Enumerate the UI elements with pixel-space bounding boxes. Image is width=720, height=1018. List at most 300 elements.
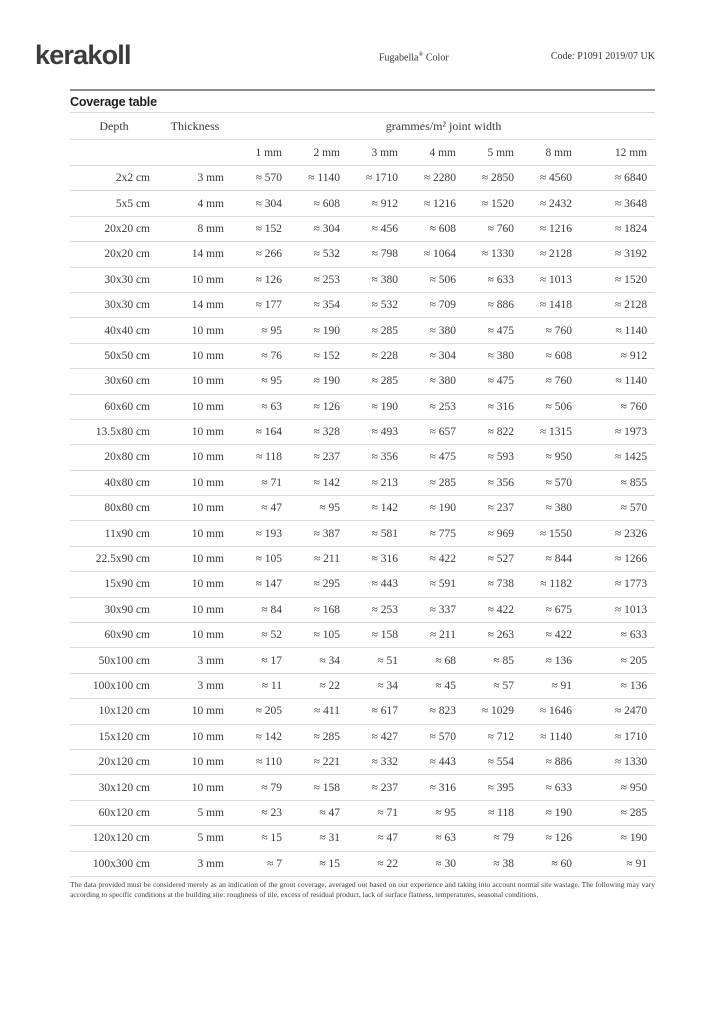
depth-cell: 22.5x90 cm	[70, 546, 158, 571]
coverage-value-cell: ≈ 775	[406, 521, 464, 546]
coverage-value-cell: ≈ 304	[406, 343, 464, 368]
coverage-value-cell: ≈ 422	[522, 623, 580, 648]
joint-width-header-4mm: 4 mm	[406, 140, 464, 166]
coverage-value-cell: ≈ 17	[232, 648, 290, 673]
thickness-cell: 10 mm	[158, 749, 232, 774]
coverage-value-cell: ≈ 95	[406, 800, 464, 825]
coverage-value-cell: ≈ 1216	[406, 191, 464, 216]
coverage-value-cell: ≈ 63	[406, 826, 464, 851]
coverage-value-cell: ≈ 76	[232, 343, 290, 368]
table-row	[70, 369, 655, 394]
table-row	[70, 724, 655, 749]
coverage-value-cell: ≈ 190	[348, 394, 406, 419]
coverage-value-cell: ≈ 633	[464, 267, 522, 292]
table-row	[70, 292, 655, 317]
coverage-value-cell: ≈ 608	[406, 216, 464, 241]
depth-cell: 50x100 cm	[70, 648, 158, 673]
joint-width-header-12mm: 12 mm	[580, 140, 655, 166]
coverage-value-cell: ≈ 798	[348, 242, 406, 267]
coverage-value-cell: ≈ 142	[348, 496, 406, 521]
coverage-value-cell: ≈ 1646	[522, 699, 580, 724]
document-code: Code: P1091 2019/07 UK	[550, 51, 655, 62]
coverage-value-cell: ≈ 387	[290, 521, 348, 546]
coverage-value-cell: ≈ 316	[406, 775, 464, 800]
coverage-value-cell: ≈ 1140	[580, 318, 655, 343]
coverage-value-cell: ≈ 356	[348, 445, 406, 470]
coverage-value-cell: ≈ 2326	[580, 521, 655, 546]
table-row	[70, 673, 655, 698]
coverage-value-cell: ≈ 593	[464, 445, 522, 470]
depth-cell: 60x60 cm	[70, 394, 158, 419]
coverage-value-cell: ≈ 337	[406, 597, 464, 622]
coverage-value-cell: ≈ 1140	[580, 369, 655, 394]
column-header-thickness: Thickness	[158, 113, 232, 140]
coverage-value-cell: ≈ 506	[406, 267, 464, 292]
joint-width-header-8mm: 8 mm	[522, 140, 580, 166]
coverage-value-cell: ≈ 57	[464, 673, 522, 698]
table-row	[70, 775, 655, 800]
table-row	[70, 851, 655, 876]
depth-cell: 30x30 cm	[70, 267, 158, 292]
coverage-value-cell: ≈ 581	[348, 521, 406, 546]
joint-width-header-1mm: 1 mm	[232, 140, 290, 166]
coverage-value-cell: ≈ 23	[232, 800, 290, 825]
footnote: The data provided must be considered merely as an indication of the grout coverage, averaged out based on our experience and taking into account normal site wastage. The following may vary according to specific conditions at the building site: roughness of tile, excess of residual product, lack of surface flatness, temperatures, seasonal conditions.	[70, 880, 655, 900]
coverage-value-cell: ≈ 1773	[580, 572, 655, 597]
table-row	[70, 445, 655, 470]
coverage-value-cell: ≈ 1330	[580, 749, 655, 774]
thickness-cell: 3 mm	[158, 648, 232, 673]
coverage-value-cell: ≈ 79	[232, 775, 290, 800]
coverage-value-cell: ≈ 105	[290, 623, 348, 648]
coverage-table-body	[70, 166, 655, 877]
table-row	[70, 826, 655, 851]
depth-cell: 20x80 cm	[70, 445, 158, 470]
header-spacer-cell	[70, 140, 158, 166]
thickness-cell: 10 mm	[158, 470, 232, 495]
coverage-value-cell: ≈ 354	[290, 292, 348, 317]
depth-cell: 20x20 cm	[70, 216, 158, 241]
thickness-cell: 10 mm	[158, 369, 232, 394]
depth-cell: 30x90 cm	[70, 597, 158, 622]
table-row	[70, 648, 655, 673]
coverage-value-cell: ≈ 190	[290, 318, 348, 343]
coverage-value-cell: ≈ 126	[522, 826, 580, 851]
thickness-cell: 10 mm	[158, 724, 232, 749]
table-row	[70, 166, 655, 191]
thickness-cell: 10 mm	[158, 699, 232, 724]
depth-cell: 40x40 cm	[70, 318, 158, 343]
coverage-value-cell: ≈ 38	[464, 851, 522, 876]
table-row	[70, 623, 655, 648]
coverage-value-cell: ≈ 633	[580, 623, 655, 648]
coverage-value-cell: ≈ 356	[464, 470, 522, 495]
coverage-value-cell: ≈ 527	[464, 546, 522, 571]
table-row	[70, 749, 655, 774]
depth-cell: 100x100 cm	[70, 673, 158, 698]
coverage-value-cell: ≈ 912	[580, 343, 655, 368]
coverage-value-cell: ≈ 380	[348, 267, 406, 292]
coverage-value-cell: ≈ 190	[522, 800, 580, 825]
coverage-value-cell: ≈ 15	[232, 826, 290, 851]
depth-cell: 20x120 cm	[70, 749, 158, 774]
coverage-value-cell: ≈ 110	[232, 749, 290, 774]
coverage-value-cell: ≈ 31	[290, 826, 348, 851]
coverage-value-cell: ≈ 427	[348, 724, 406, 749]
section-title: Coverage table	[70, 95, 157, 109]
thickness-cell: 10 mm	[158, 775, 232, 800]
coverage-value-cell: ≈ 950	[522, 445, 580, 470]
coverage-value-cell: ≈ 2470	[580, 699, 655, 724]
depth-cell: 13.5x80 cm	[70, 419, 158, 444]
column-header-grammes-group: grammes/m² joint width	[232, 113, 655, 140]
coverage-value-cell: ≈ 15	[290, 851, 348, 876]
coverage-value-cell: ≈ 221	[290, 749, 348, 774]
coverage-value-cell: ≈ 380	[406, 369, 464, 394]
coverage-value-cell: ≈ 304	[290, 216, 348, 241]
coverage-value-cell: ≈ 147	[232, 572, 290, 597]
coverage-value-cell: ≈ 136	[522, 648, 580, 673]
coverage-value-cell: ≈ 60	[522, 851, 580, 876]
coverage-value-cell: ≈ 1182	[522, 572, 580, 597]
product-name-text: Fugabella	[379, 52, 419, 64]
coverage-value-cell: ≈ 328	[290, 419, 348, 444]
thickness-cell: 3 mm	[158, 673, 232, 698]
thickness-cell: 10 mm	[158, 445, 232, 470]
table-row	[70, 470, 655, 495]
coverage-value-cell: ≈ 190	[406, 496, 464, 521]
coverage-value-cell: ≈ 164	[232, 419, 290, 444]
thickness-cell: 10 mm	[158, 419, 232, 444]
coverage-value-cell: ≈ 91	[580, 851, 655, 876]
coverage-value-cell: ≈ 332	[348, 749, 406, 774]
coverage-value-cell: ≈ 152	[290, 343, 348, 368]
joint-width-header-3mm: 3 mm	[348, 140, 406, 166]
coverage-value-cell: ≈ 570	[232, 166, 290, 191]
coverage-value-cell: ≈ 844	[522, 546, 580, 571]
coverage-value-cell: ≈ 760	[580, 394, 655, 419]
coverage-value-cell: ≈ 211	[406, 623, 464, 648]
coverage-value-cell: ≈ 1520	[580, 267, 655, 292]
coverage-value-cell: ≈ 411	[290, 699, 348, 724]
coverage-value-cell: ≈ 1013	[522, 267, 580, 292]
coverage-value-cell: ≈ 3192	[580, 242, 655, 267]
coverage-value-cell: ≈ 493	[348, 419, 406, 444]
table-row	[70, 572, 655, 597]
coverage-value-cell: ≈ 45	[406, 673, 464, 698]
coverage-value-cell: ≈ 2128	[580, 292, 655, 317]
depth-cell: 30x30 cm	[70, 292, 158, 317]
coverage-value-cell: ≈ 158	[290, 775, 348, 800]
depth-cell: 60x90 cm	[70, 623, 158, 648]
table-row	[70, 242, 655, 267]
coverage-value-cell: ≈ 1064	[406, 242, 464, 267]
coverage-value-cell: ≈ 822	[464, 419, 522, 444]
coverage-value-cell: ≈ 1418	[522, 292, 580, 317]
table-row	[70, 597, 655, 622]
coverage-value-cell: ≈ 190	[290, 369, 348, 394]
coverage-value-cell: ≈ 475	[406, 445, 464, 470]
coverage-value-cell: ≈ 506	[522, 394, 580, 419]
thickness-cell: 8 mm	[158, 216, 232, 241]
depth-cell: 50x50 cm	[70, 343, 158, 368]
depth-cell: 2x2 cm	[70, 166, 158, 191]
thickness-cell: 10 mm	[158, 546, 232, 571]
coverage-value-cell: ≈ 47	[232, 496, 290, 521]
coverage-value-cell: ≈ 633	[522, 775, 580, 800]
joint-width-header-5mm: 5 mm	[464, 140, 522, 166]
depth-cell: 15x120 cm	[70, 724, 158, 749]
coverage-value-cell: ≈ 1140	[522, 724, 580, 749]
depth-cell: 60x120 cm	[70, 800, 158, 825]
product-name-suffix: Color	[423, 52, 449, 64]
coverage-value-cell: ≈ 152	[232, 216, 290, 241]
thickness-cell: 3 mm	[158, 851, 232, 876]
table-row	[70, 318, 655, 343]
thickness-cell: 10 mm	[158, 267, 232, 292]
thickness-cell: 3 mm	[158, 166, 232, 191]
coverage-value-cell: ≈ 950	[580, 775, 655, 800]
thickness-cell: 10 mm	[158, 496, 232, 521]
table-row	[70, 521, 655, 546]
coverage-value-cell: ≈ 118	[232, 445, 290, 470]
coverage-value-cell: ≈ 617	[348, 699, 406, 724]
coverage-value-cell: ≈ 266	[232, 242, 290, 267]
coverage-value-cell: ≈ 30	[406, 851, 464, 876]
depth-cell: 30x120 cm	[70, 775, 158, 800]
coverage-value-cell: ≈ 22	[290, 673, 348, 698]
coverage-value-cell: ≈ 285	[348, 369, 406, 394]
coverage-value-cell: ≈ 168	[290, 597, 348, 622]
depth-cell: 30x60 cm	[70, 369, 158, 394]
column-header-depth: Depth	[70, 113, 158, 140]
coverage-value-cell: ≈ 1520	[464, 191, 522, 216]
coverage-value-cell: ≈ 211	[290, 546, 348, 571]
depth-cell: 5x5 cm	[70, 191, 158, 216]
coverage-value-cell: ≈ 95	[290, 496, 348, 521]
coverage-value-cell: ≈ 95	[232, 318, 290, 343]
table-row	[70, 394, 655, 419]
coverage-value-cell: ≈ 760	[522, 369, 580, 394]
coverage-value-cell: ≈ 295	[290, 572, 348, 597]
coverage-value-cell: ≈ 1140	[290, 166, 348, 191]
coverage-value-cell: ≈ 205	[232, 699, 290, 724]
coverage-value-cell: ≈ 285	[406, 470, 464, 495]
thickness-cell: 10 mm	[158, 394, 232, 419]
coverage-value-cell: ≈ 554	[464, 749, 522, 774]
coverage-value-cell: ≈ 85	[464, 648, 522, 673]
thickness-cell: 10 mm	[158, 597, 232, 622]
coverage-value-cell: ≈ 142	[232, 724, 290, 749]
coverage-value-cell: ≈ 1550	[522, 521, 580, 546]
coverage-value-cell: ≈ 22	[348, 851, 406, 876]
coverage-value-cell: ≈ 47	[290, 800, 348, 825]
coverage-value-cell: ≈ 4560	[522, 166, 580, 191]
table-row	[70, 699, 655, 724]
coverage-value-cell: ≈ 657	[406, 419, 464, 444]
coverage-value-cell: ≈ 11	[232, 673, 290, 698]
coverage-value-cell: ≈ 126	[290, 394, 348, 419]
coverage-value-cell: ≈ 79	[464, 826, 522, 851]
coverage-value-cell: ≈ 177	[232, 292, 290, 317]
coverage-value-cell: ≈ 422	[406, 546, 464, 571]
coverage-value-cell: ≈ 237	[290, 445, 348, 470]
coverage-value-cell: ≈ 1266	[580, 546, 655, 571]
coverage-value-cell: ≈ 1710	[580, 724, 655, 749]
coverage-value-cell: ≈ 608	[290, 191, 348, 216]
depth-cell: 10x120 cm	[70, 699, 158, 724]
coverage-value-cell: ≈ 52	[232, 623, 290, 648]
header-row-joint-widths	[70, 140, 655, 166]
coverage-value-cell: ≈ 1425	[580, 445, 655, 470]
coverage-value-cell: ≈ 63	[232, 394, 290, 419]
coverage-value-cell: ≈ 2128	[522, 242, 580, 267]
joint-width-header-2mm: 2 mm	[290, 140, 348, 166]
coverage-value-cell: ≈ 532	[348, 292, 406, 317]
coverage-value-cell: ≈ 71	[232, 470, 290, 495]
product-name	[379, 51, 449, 63]
table-row	[70, 496, 655, 521]
coverage-value-cell: ≈ 47	[348, 826, 406, 851]
coverage-value-cell: ≈ 158	[348, 623, 406, 648]
coverage-value-cell: ≈ 709	[406, 292, 464, 317]
coverage-value-cell: ≈ 253	[406, 394, 464, 419]
coverage-value-cell: ≈ 886	[522, 749, 580, 774]
coverage-value-cell: ≈ 1330	[464, 242, 522, 267]
coverage-value-cell: ≈ 237	[464, 496, 522, 521]
coverage-value-cell: ≈ 193	[232, 521, 290, 546]
coverage-value-cell: ≈ 2280	[406, 166, 464, 191]
coverage-value-cell: ≈ 969	[464, 521, 522, 546]
coverage-value-cell: ≈ 190	[580, 826, 655, 851]
table-row	[70, 216, 655, 241]
coverage-value-cell: ≈ 380	[406, 318, 464, 343]
coverage-value-cell: ≈ 1710	[348, 166, 406, 191]
table-row	[70, 343, 655, 368]
coverage-value-cell: ≈ 570	[522, 470, 580, 495]
coverage-value-cell: ≈ 84	[232, 597, 290, 622]
thickness-cell: 10 mm	[158, 343, 232, 368]
coverage-value-cell: ≈ 823	[406, 699, 464, 724]
depth-cell: 40x80 cm	[70, 470, 158, 495]
coverage-value-cell: ≈ 443	[406, 749, 464, 774]
coverage-value-cell: ≈ 886	[464, 292, 522, 317]
coverage-value-cell: ≈ 380	[522, 496, 580, 521]
coverage-value-cell: ≈ 237	[348, 775, 406, 800]
depth-cell: 11x90 cm	[70, 521, 158, 546]
coverage-value-cell: ≈ 51	[348, 648, 406, 673]
coverage-value-cell: ≈ 1029	[464, 699, 522, 724]
coverage-value-cell: ≈ 608	[522, 343, 580, 368]
section-divider	[70, 89, 655, 91]
table-row	[70, 267, 655, 292]
coverage-value-cell: ≈ 912	[348, 191, 406, 216]
coverage-value-cell: ≈ 285	[348, 318, 406, 343]
thickness-cell: 5 mm	[158, 826, 232, 851]
coverage-value-cell: ≈ 712	[464, 724, 522, 749]
coverage-value-cell: ≈ 6840	[580, 166, 655, 191]
coverage-value-cell: ≈ 95	[232, 369, 290, 394]
coverage-value-cell: ≈ 91	[522, 673, 580, 698]
coverage-value-cell: ≈ 253	[290, 267, 348, 292]
depth-cell: 20x20 cm	[70, 242, 158, 267]
coverage-value-cell: ≈ 136	[580, 673, 655, 698]
header-spacer-cell	[158, 140, 232, 166]
coverage-value-cell: ≈ 2850	[464, 166, 522, 191]
coverage-value-cell: ≈ 395	[464, 775, 522, 800]
coverage-value-cell: ≈ 316	[464, 394, 522, 419]
coverage-value-cell: ≈ 126	[232, 267, 290, 292]
coverage-value-cell: ≈ 3648	[580, 191, 655, 216]
coverage-value-cell: ≈ 570	[580, 496, 655, 521]
coverage-value-cell: ≈ 263	[464, 623, 522, 648]
coverage-value-cell: ≈ 105	[232, 546, 290, 571]
coverage-value-cell: ≈ 675	[522, 597, 580, 622]
kerakoll-logo: kerakoll	[35, 40, 131, 70]
thickness-cell: 10 mm	[158, 318, 232, 343]
header-row-groups	[70, 113, 655, 140]
thickness-cell: 10 mm	[158, 572, 232, 597]
coverage-value-cell: ≈ 7	[232, 851, 290, 876]
coverage-value-cell: ≈ 591	[406, 572, 464, 597]
thickness-cell: 5 mm	[158, 800, 232, 825]
coverage-value-cell: ≈ 1824	[580, 216, 655, 241]
coverage-value-cell: ≈ 570	[406, 724, 464, 749]
thickness-cell: 4 mm	[158, 191, 232, 216]
coverage-value-cell: ≈ 304	[232, 191, 290, 216]
coverage-value-cell: ≈ 34	[290, 648, 348, 673]
coverage-value-cell: ≈ 1013	[580, 597, 655, 622]
thickness-cell: 14 mm	[158, 292, 232, 317]
coverage-value-cell: ≈ 285	[290, 724, 348, 749]
coverage-value-cell: ≈ 475	[464, 369, 522, 394]
depth-cell: 80x80 cm	[70, 496, 158, 521]
coverage-value-cell: ≈ 34	[348, 673, 406, 698]
coverage-value-cell: ≈ 738	[464, 572, 522, 597]
coverage-value-cell: ≈ 285	[580, 800, 655, 825]
table-row	[70, 419, 655, 444]
registered-trademark-symbol: ®	[418, 51, 424, 58]
coverage-value-cell: ≈ 213	[348, 470, 406, 495]
table-row	[70, 191, 655, 216]
coverage-value-cell: ≈ 142	[290, 470, 348, 495]
coverage-value-cell: ≈ 760	[522, 318, 580, 343]
coverage-value-cell: ≈ 380	[464, 343, 522, 368]
depth-cell: 15x90 cm	[70, 572, 158, 597]
depth-cell: 120x120 cm	[70, 826, 158, 851]
coverage-value-cell: ≈ 2432	[522, 191, 580, 216]
coverage-value-cell: ≈ 68	[406, 648, 464, 673]
thickness-cell: 10 mm	[158, 623, 232, 648]
table-row	[70, 546, 655, 571]
coverage-value-cell: ≈ 855	[580, 470, 655, 495]
coverage-value-cell: ≈ 118	[464, 800, 522, 825]
coverage-table	[70, 112, 655, 877]
coverage-value-cell: ≈ 1315	[522, 419, 580, 444]
coverage-value-cell: ≈ 760	[464, 216, 522, 241]
coverage-value-cell: ≈ 475	[464, 318, 522, 343]
coverage-value-cell: ≈ 1216	[522, 216, 580, 241]
thickness-cell: 14 mm	[158, 242, 232, 267]
coverage-value-cell: ≈ 316	[348, 546, 406, 571]
depth-cell: 100x300 cm	[70, 851, 158, 876]
coverage-value-cell: ≈ 456	[348, 216, 406, 241]
coverage-value-cell: ≈ 1973	[580, 419, 655, 444]
coverage-value-cell: ≈ 443	[348, 572, 406, 597]
coverage-value-cell: ≈ 228	[348, 343, 406, 368]
coverage-value-cell: ≈ 253	[348, 597, 406, 622]
coverage-value-cell: ≈ 205	[580, 648, 655, 673]
